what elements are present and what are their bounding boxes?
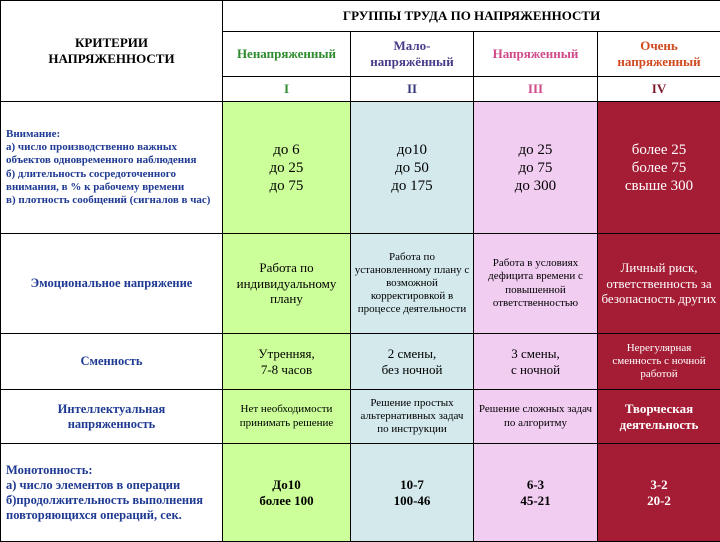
criterion-monotony: Монотонность: а) число элементов в операции б)продолжительность выполнения повторяющихся операций, сек. [1,444,223,542]
cell: до 6 до 25 до 75 [223,102,351,234]
cell: Личный риск, ответственность за безопасность других [598,234,720,334]
cell: 3 смены, с ночной [474,334,598,390]
criteria-header: КРИТЕРИИ НАПРЯЖЕННОСТИ [1,1,223,102]
table-row [1,102,720,234]
cell: до 25 до 75 до 300 [474,102,598,234]
group-name-4: Очень напряженный [598,32,720,77]
cell: 3-2 20-2 [598,444,720,542]
criterion-attention: Внимание: а) число производственно важных объектов одновременного наблюдения б) длительность сосредоточенного внимания, в % к рабочему времени в) плотность сообщений (сигналов в час) [1,102,223,234]
cell: Нерегулярная сменность с ночной работой [598,334,720,390]
cell: более 25 более 75 свыше 300 [598,102,720,234]
cell: Творческая деятельность [598,390,720,444]
cell: Работа по установленному плану с возможной корректировкой в процессе деятельности [351,234,474,334]
group-numeral-4: IV [598,77,720,102]
cell: Решение простых альтернативных задач по инструкции [351,390,474,444]
group-name-2: Мало-напряжённый [351,32,474,77]
criterion-intellectual: Интеллектуальная напряженность [1,390,223,444]
group-numeral-3: III [474,77,598,102]
criterion-emotional: Эмоциональное напряжение [1,234,223,334]
group-numeral-1: I [223,77,351,102]
table-row [1,444,720,542]
table-row [1,234,720,334]
cell: Утренняя, 7-8 часов [223,334,351,390]
table-title: ГРУППЫ ТРУДА ПО НАПРЯЖЕННОСТИ [223,1,720,32]
cell: До10 более 100 [223,444,351,542]
cell: Нет необходимости принимать решение [223,390,351,444]
cell: Работа по индивидуальному плану [223,234,351,334]
group-name-1: Ненапряженный [223,32,351,77]
group-numeral-2: II [351,77,474,102]
cell: 2 смены, без ночной [351,334,474,390]
cell: Работа в условиях дефицита времени с повышенной ответственностью [474,234,598,334]
table-row [1,334,720,390]
cell: 6-3 45-21 [474,444,598,542]
table-row [1,390,720,444]
cell: 10-7 100-46 [351,444,474,542]
cell: до10 до 50 до 175 [351,102,474,234]
criterion-shifts: Сменность [1,334,223,390]
cell: Решение сложных задач по алгоритму [474,390,598,444]
group-name-3: Напряженный [474,32,598,77]
